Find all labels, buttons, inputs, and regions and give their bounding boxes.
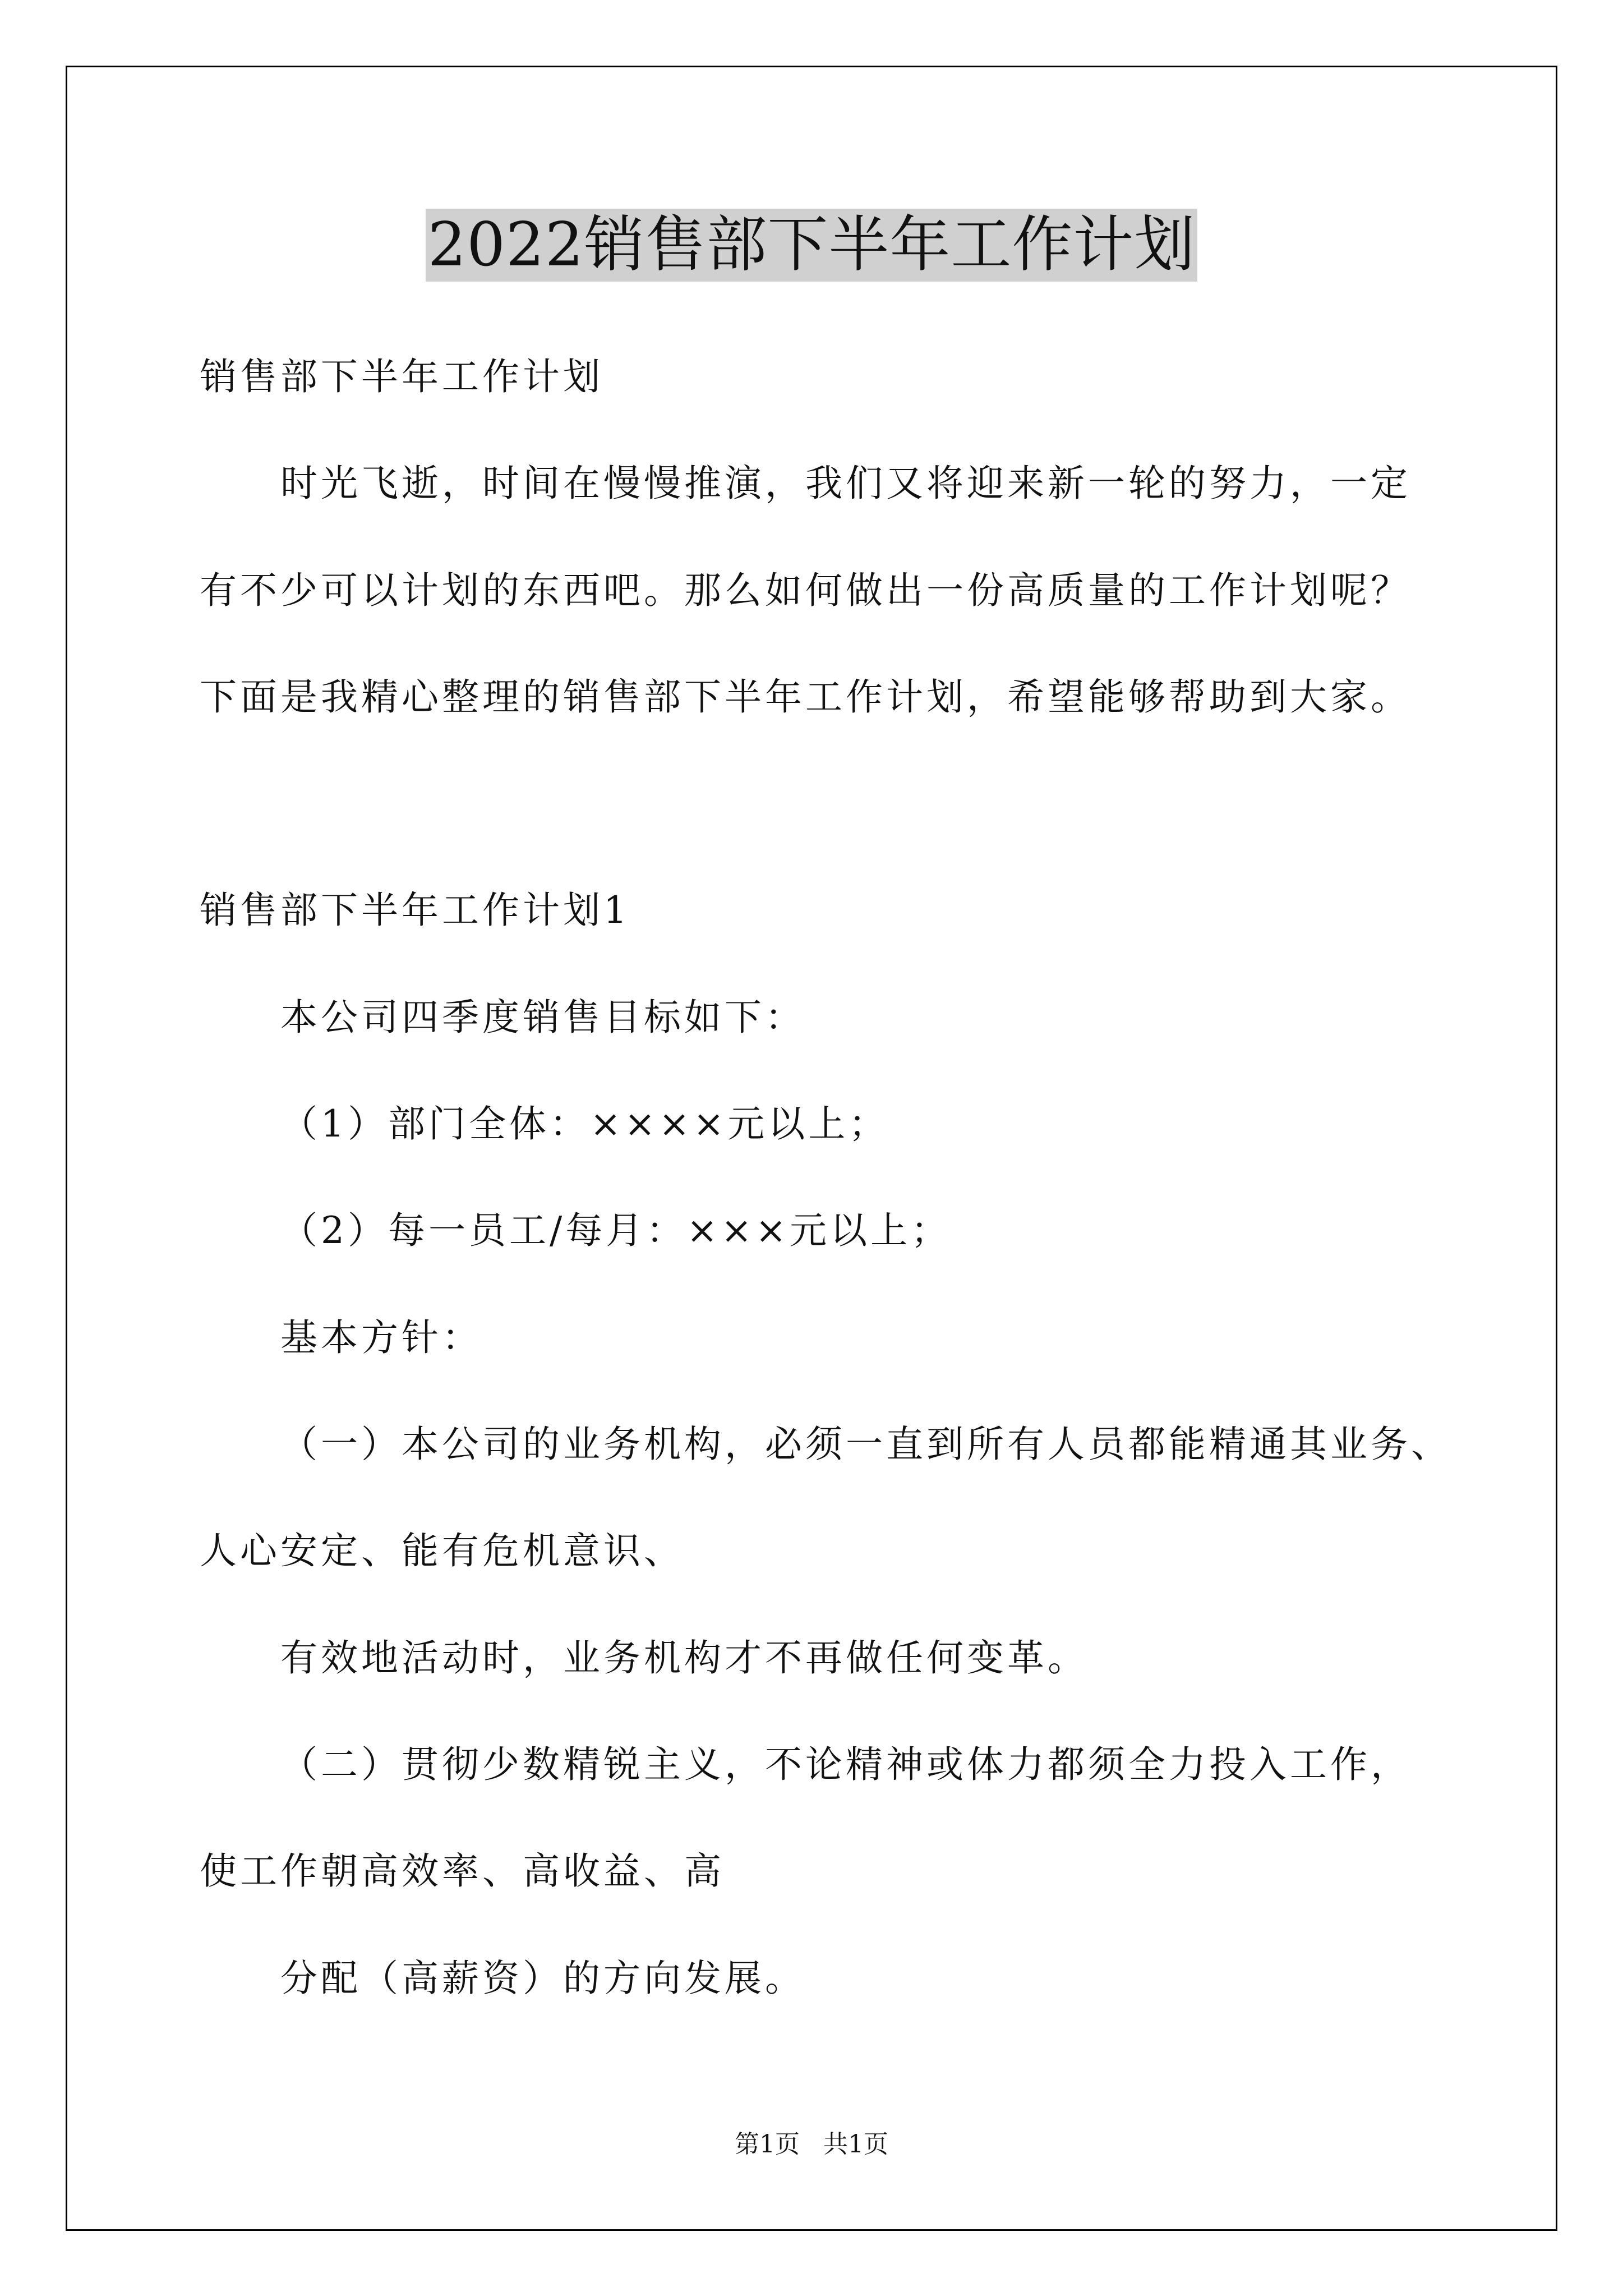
paragraph-line: 有效地活动时，业务机构才不再做任何变革。 bbox=[280, 1636, 1088, 1680]
paragraph-line: 基本方针： bbox=[280, 1316, 482, 1359]
paragraph-line: （一）本公司的业务机构，必须一直到所有人员都能精通其业务、 bbox=[280, 1423, 1451, 1466]
paragraph-line: 时光飞逝，时间在慢慢推演，我们又将迎来新一轮的努力，一定 bbox=[280, 462, 1411, 505]
paragraph-line: （二）贯彻少数精锐主义，不论精神或体力都须全力投入工作， bbox=[280, 1743, 1411, 1786]
paragraph-line: 本公司四季度销售目标如下： bbox=[280, 996, 805, 1039]
paragraph-line: （2）每一员工/每月：×××元以上； bbox=[280, 1209, 952, 1252]
paragraph-line: 使工作朝高效率、高收益、高 bbox=[200, 1849, 725, 1893]
page-footer: 第1页 共1页 bbox=[735, 2130, 888, 2159]
paragraph-line: 人心安定、能有危机意识、 bbox=[200, 1529, 684, 1572]
section-heading: 销售部下半年工作计划1 bbox=[200, 889, 630, 932]
paragraph-line: （1）部门全体：××××元以上； bbox=[280, 1102, 889, 1145]
paragraph-line: 有不少可以计划的东西吧。那么如何做出一份高质量的工作计划呢？ bbox=[200, 569, 1411, 612]
paragraph-line: 分配（高薪资）的方向发展。 bbox=[280, 1957, 805, 2000]
title-container bbox=[0, 209, 1623, 282]
document-title: 2022销售部下半年工作计划 bbox=[426, 209, 1198, 282]
paragraph-line: 下面是我精心整理的销售部下半年工作计划，希望能够帮助到大家。 bbox=[200, 675, 1411, 719]
subtitle-line: 销售部下半年工作计划 bbox=[200, 355, 603, 398]
